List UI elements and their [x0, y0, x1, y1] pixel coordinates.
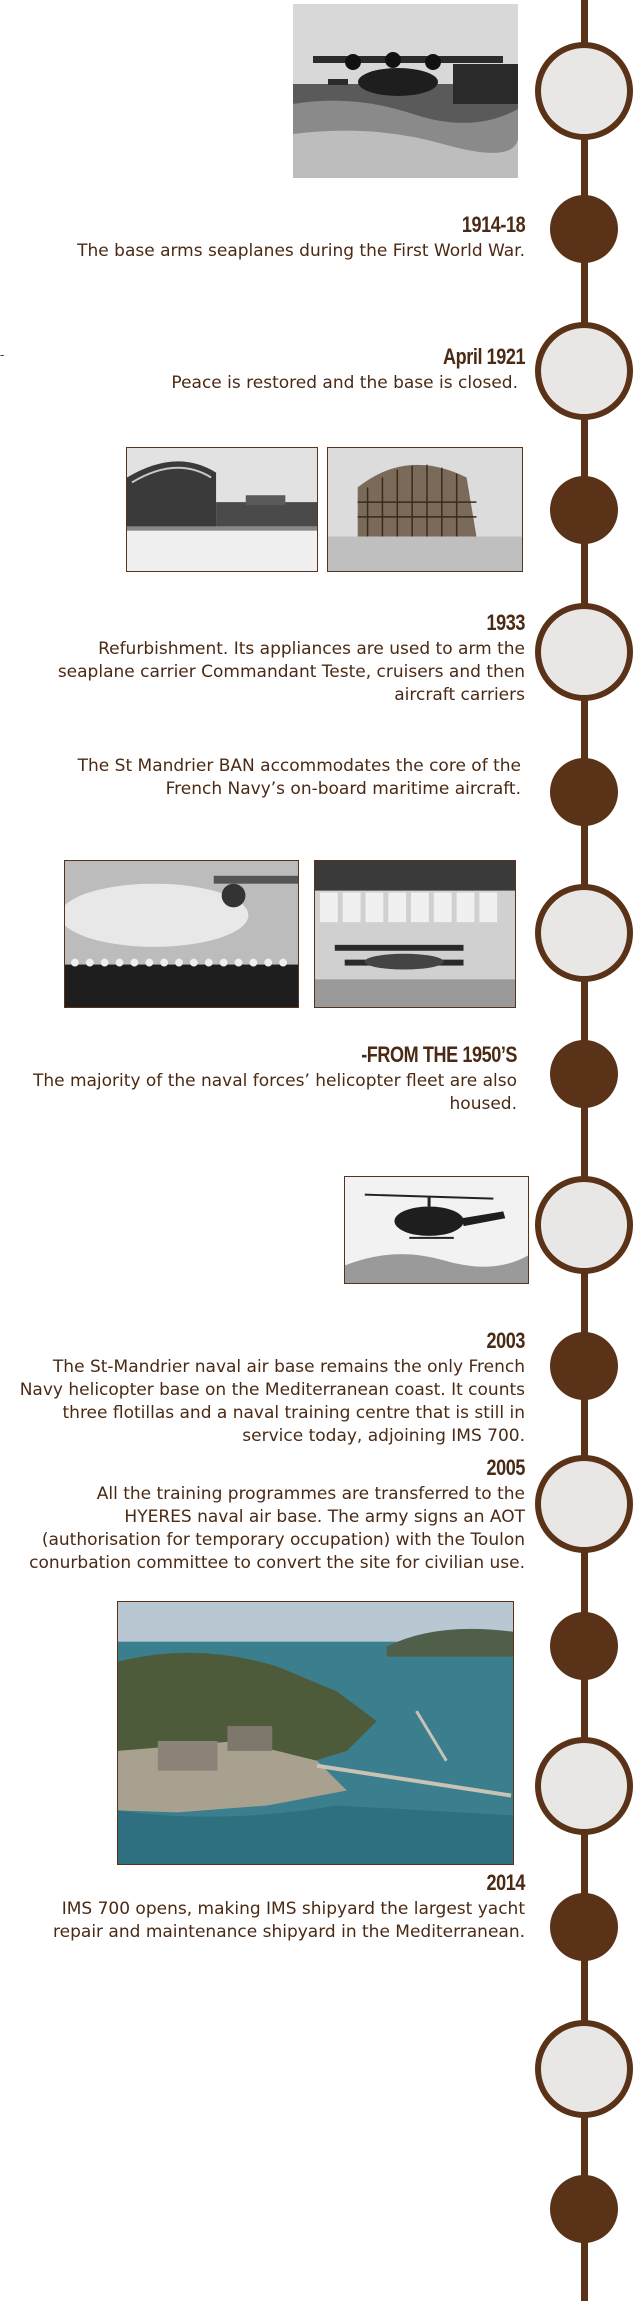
entry-year: April 1921: [442, 344, 525, 369]
timeline-node-ring: [535, 1737, 633, 1835]
entry-text: The St-Mandrier naval air base remains the only French Navy helicopter base on the Mediterranean coast. It counts three flotillas and a naval training centre that is still in service today, adjoining IMS 700.: [19, 1357, 525, 1446]
entry-text: The St Mandrier BAN accommodates the core of the French Navy’s on-board maritime aircraft.: [77, 756, 521, 799]
timeline-node-dot: [550, 476, 618, 544]
helicopter-photo: [344, 1176, 529, 1284]
entry-text: Peace is restored and the base is closed.: [171, 373, 518, 393]
entry-year: 1914-18: [461, 212, 525, 237]
entry-year: 2014: [486, 1870, 525, 1895]
entry-year: 1933: [486, 610, 525, 635]
seaplane-photo: [293, 4, 518, 178]
entry-year: 2003: [486, 1328, 525, 1353]
timeline-node-ring: [535, 2020, 633, 2118]
biplanes-hangar-photo: [314, 860, 516, 1008]
entry-year: -FROM THE 1950’S: [361, 1042, 517, 1067]
entry-text: The majority of the naval forces’ helicopter fleet are also housed.: [32, 1071, 517, 1114]
timeline-node-dot: [550, 195, 618, 263]
hangar-photo: [126, 447, 318, 572]
entry-text: Refurbishment. Its appliances are used to arm the seaplane carrier Commandant Teste, cruisers and then aircraft carriers: [57, 639, 525, 705]
entry-year: 2005: [486, 1455, 525, 1480]
timeline-node-ring: [535, 322, 633, 420]
timeline-node-ring: [535, 1176, 633, 1274]
timeline-node-dot: [550, 1332, 618, 1400]
crew-seaplane-photo: [64, 860, 299, 1008]
aerial-base-photo: [117, 1601, 514, 1865]
hangar-construction-photo: [327, 447, 523, 572]
timeline-node-dot: [550, 2175, 618, 2243]
entry-text: The base arms seaplanes during the First World War.: [77, 241, 525, 261]
timeline-node-ring: [535, 603, 633, 701]
timeline-node-ring: [535, 42, 633, 140]
timeline-node-ring: [535, 1455, 633, 1553]
timeline-node-ring: [535, 884, 633, 982]
timeline-node-dot: [550, 1040, 618, 1108]
timeline-node-dot: [550, 1612, 618, 1680]
entry-text: All the training programmes are transferred to the HYERES naval air base. The army signs an AOT (authorisation for temporary occupation) with the Toulon conurbation committee to convert the site for civilian use.: [29, 1484, 525, 1573]
timeline-node-dot: [550, 1893, 618, 1961]
stray-mark: -: [0, 348, 5, 362]
entry-text: IMS 700 opens, making IMS shipyard the largest yacht repair and maintenance shipyard in the Mediterranean.: [53, 1899, 525, 1942]
timeline-node-dot: [550, 758, 618, 826]
